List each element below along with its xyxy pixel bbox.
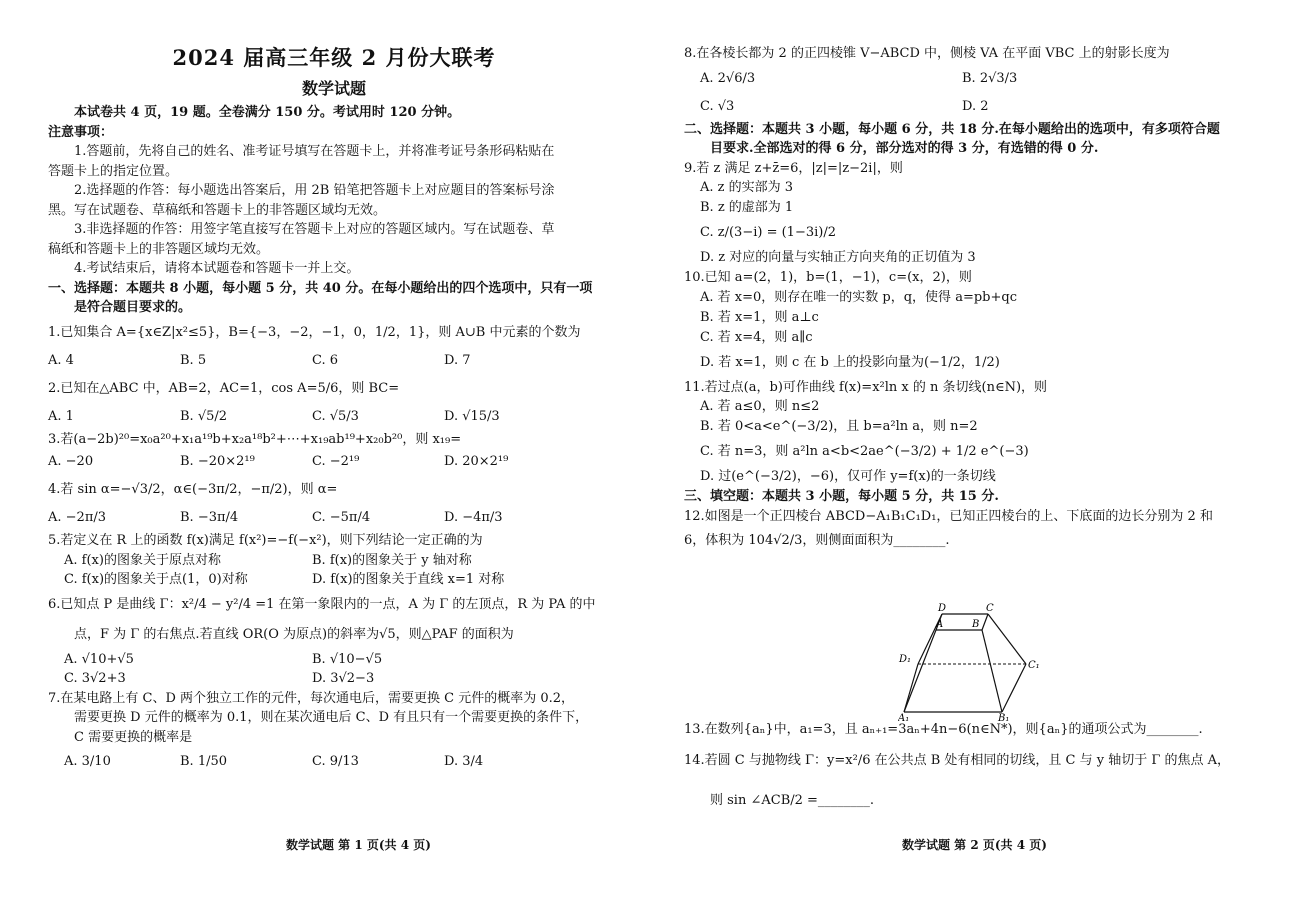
section-heading: 目要求.全部选对的得 6 分，部分选对的得 3 分，有选错的得 0 分. [710, 141, 1099, 156]
fig-label: A [936, 619, 944, 630]
option: C. −5π/4 [312, 510, 371, 525]
option: C. 3√2+3 [64, 671, 126, 686]
option: B. −3π/4 [180, 510, 239, 525]
option: B. 5 [180, 352, 207, 368]
notice-line: 4.考试结束后，请将本试题卷和答题卡一并上交。 [74, 261, 360, 276]
options-4 [48, 505, 620, 531]
option: B. 若 x=1，则 a⊥c [700, 309, 819, 325]
question-7: 7.在某电路上有 C、D 两个独立工作的元件，每次通电后，需要更换 C 元件的概率为 0.2， [48, 690, 575, 706]
option: D. f(x)的图象关于直线 x=1 对称 [312, 572, 505, 587]
exam-title: 2024 届高三年级 2 月份大联考 [172, 45, 496, 70]
right-page [684, 42, 1254, 722]
option: B. √5/2 [180, 408, 228, 424]
option: A. 4 [48, 352, 74, 368]
question-10: 10.已知 a=(2，1)，b=(1，−1)，c=(x，2)，则 [684, 270, 972, 285]
options-1 [48, 348, 620, 374]
option: B. −20×2¹⁹ [180, 454, 255, 469]
question-9: 9.若 z 满足 z+z̄=6，|z|=|z−2i|，则 [684, 160, 903, 176]
option: D. 2 [962, 98, 989, 114]
fig-label: B [972, 619, 980, 630]
notice-line: 答题卡上的指定位置。 [48, 163, 179, 179]
question-5: 5.若定义在 R 上的函数 f(x)满足 f(x²)=−f(−x²)，则下列结论一定正确的为 [48, 533, 483, 548]
question-14: 则 sin ∠ACB/2 =________. [710, 792, 875, 808]
option: A. f(x)的图象关于原点对称 [64, 552, 221, 568]
right-page-lower [684, 720, 1254, 816]
frustum-svg [898, 602, 1048, 722]
fig-label: A₁ [898, 713, 910, 722]
options-6 [48, 650, 620, 670]
option: B. 2√3/3 [962, 70, 1018, 86]
options-5 [48, 551, 620, 571]
question-12: 12.如图是一个正四棱台 ABCD−A₁B₁C₁D₁，已知正四棱台的上、下底面的边长分别为 2 和 [684, 508, 1213, 524]
option: D. −4π/3 [444, 510, 503, 525]
frustum-figure [898, 602, 1048, 722]
notice-line: 2.选择题的作答：每小题选出答案后，用 2B 铅笔把答题卡上对应题目的答案标号涂 [74, 183, 555, 198]
section-heading: 三、填空题：本题共 3 小题，每小题 5 分，共 15 分. [684, 489, 999, 504]
options-7 [48, 747, 620, 777]
left-page [48, 42, 620, 777]
fig-label: B₁ [998, 713, 1010, 722]
question-12: 6，体积为 104√2/3，则侧面面积为________. [684, 533, 950, 548]
question-7: C 需要更换的概率是 [74, 729, 193, 745]
option: A. 1 [48, 408, 74, 424]
option: D. 过(e^(−3/2)，−6)，仅可作 y=f(x)的一条切线 [700, 469, 996, 484]
question-6: 6.已知点 P 是曲线 Γ：x²/4 − y²/4 =1 在第一象限内的一点，A 为 Γ 的左顶点，R 为 PA 的中 [48, 596, 596, 612]
notice-line: 稿纸和答题卡上的非答题区域均无效。 [48, 241, 270, 257]
option: C. 若 x=4，则 a∥c [700, 329, 813, 345]
option: C. 若 n=3，则 a²ln a<b<2ae^(−3/2) + 1/2 e^(−3) [700, 444, 1029, 459]
question-6: 点，F 为 Γ 的右焦点.若直线 OR(O 为原点)的斜率为√5，则△PAF 的面积为 [74, 626, 514, 642]
option: A. 若 a≤0，则 n≤2 [700, 399, 820, 414]
question-7: 需要更换 D 元件的概率为 0.1，则在某次通电后 C、D 有且只有一个需要更换的条件下， [74, 710, 589, 725]
option: A. −20 [48, 454, 94, 469]
option: C. √5/3 [312, 408, 359, 424]
question-8: 8.在各棱长都为 2 的正四棱锥 V−ABCD 中，侧棱 VA 在平面 VBC 上的射影长度为 [684, 46, 1170, 61]
options-2 [48, 404, 620, 430]
option: B. 1/50 [180, 754, 228, 769]
option: B. √10−√5 [312, 651, 383, 667]
notice-line: 黑。写在试题卷、草稿纸和答题卡上的非答题区域均无效。 [48, 202, 387, 218]
options-5 [48, 570, 620, 590]
option: D. 3√2−3 [312, 671, 375, 686]
notice-title: 注意事项： [48, 124, 114, 140]
section-heading: 一、选择题：本题共 8 小题，每小题 5 分，共 40 分。在每小题给出的四个选项中，只有一项 [48, 280, 593, 296]
question-1: 1.已知集合 A={x∈Z|x²≤5}，B={−3，−2，−1，0，1/2，1}，则 A∪B 中元素的个数为 [48, 324, 581, 340]
section-heading: 二、选择题：本题共 3 小题，每小题 6 分，共 18 分.在每小题给出的选项中，有多项符合题 [684, 121, 1220, 137]
option: C. √3 [700, 98, 735, 114]
option: A. √10+√5 [64, 651, 134, 667]
option: D. z 对应的向量与实轴正方向夹角的正切值为 3 [700, 250, 976, 265]
question-11: 11.若过点(a，b)可作曲线 f(x)=x²ln x 的 n 条切线(n∈N)，则 [684, 379, 1048, 395]
fig-label: C [986, 603, 994, 614]
question-2: 2.已知在△ABC 中，AB=2，AC=1，cos A=5/6，则 BC= [48, 380, 400, 396]
option: C. 9/13 [312, 754, 359, 769]
section-heading: 是符合题目要求的。 [74, 300, 192, 315]
option: D. 20×2¹⁹ [444, 454, 509, 469]
options-8 [684, 94, 1254, 120]
option: A. 若 x=0，则存在唯一的实数 p，q，使得 a=pb+qc [700, 289, 1017, 305]
fig-label: C₁ [1028, 660, 1040, 671]
question-4: 4.若 sin α=−√3/2，α∈(−3π/2，−π/2)，则 α= [48, 482, 338, 497]
option: D. 7 [444, 352, 471, 368]
option: A. z 的实部为 3 [700, 180, 794, 195]
exam-subtitle: 数学试题 [301, 79, 366, 98]
options-3 [48, 449, 620, 475]
option: C. f(x)的图象关于点(1，0)对称 [64, 572, 248, 587]
fig-label: D₁ [899, 654, 912, 665]
options-8 [684, 64, 1254, 94]
question-3: 3.若(a−2b)²⁰=x₀a²⁰+x₁a¹⁹b+x₂a¹⁸b²+⋯+x₁₉ab¹⁹+x₂₀b²⁰，则 x₁₉= [48, 431, 462, 447]
option: D. 3/4 [444, 754, 484, 769]
exam-intro: 本试卷共 4 页，19 题。全卷满分 150 分。考试用时 120 分钟。 [74, 105, 461, 120]
question-13: 13.在数列{aₙ}中，a₁=3，且 aₙ₊₁=3aₙ+4n−6(n∈N*)，则{aₙ}的通项公式为________. [684, 722, 1203, 737]
option: D. 若 x=1，则 c 在 b 上的投影向量为(−1/2，1/2) [700, 354, 1000, 370]
option: B. f(x)的图象关于 y 轴对称 [312, 552, 472, 568]
option: C. z/(3−i) = (1−3i)/2 [700, 225, 836, 240]
option: D. √15/3 [444, 408, 500, 424]
option: A. −2π/3 [48, 510, 107, 525]
fig-label: D [938, 603, 947, 614]
option: A. 3/10 [64, 754, 111, 769]
option: B. 若 0<a<e^(−3/2)，且 b=a²ln a，则 n=2 [700, 419, 978, 434]
option: C. −2¹⁹ [312, 454, 360, 469]
options-6 [48, 669, 620, 689]
page-footer-right: 数学试题 第 2 页(共 4 页) [902, 838, 1047, 852]
option: B. z 的虚部为 1 [700, 200, 794, 215]
notice-line: 1.答题前，先将自己的姓名、准考证号填写在答题卡上，并将准考证号条形码粘贴在 [74, 144, 555, 159]
option: C. 6 [312, 352, 339, 368]
question-14: 14.若圆 C 与抛物线 Γ：y=x²/6 在公共点 B 处有相同的切线，且 C 与 y 轴切于 Γ 的焦点 A， [684, 752, 1231, 768]
page-footer-left: 数学试题 第 1 页(共 4 页) [286, 838, 431, 852]
notice-line: 3.非选择题的作答：用签字笔直接写在答题卡上对应的答题区域内。写在试题卷、草 [74, 222, 555, 237]
option: A. 2√6/3 [700, 70, 756, 86]
